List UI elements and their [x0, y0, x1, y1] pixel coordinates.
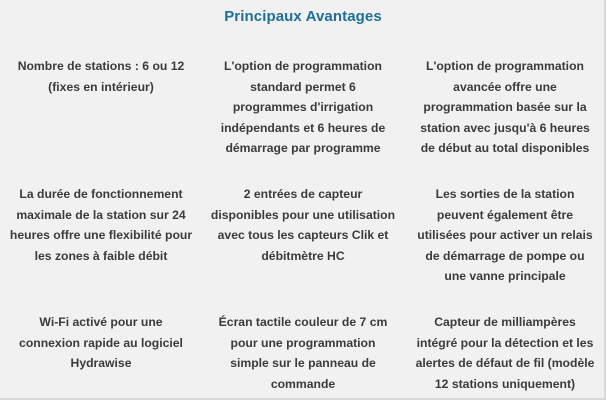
feature-line: débitmètre HC	[261, 248, 345, 263]
section-title: Principaux Avantages	[224, 8, 382, 25]
feature-line: démarrage par programme	[225, 141, 381, 155]
feature-line: intégré pour la détection et les	[416, 335, 594, 350]
feature-line: heures offre une flexibilité pour	[9, 228, 193, 242]
feature-line: pour une programmation	[230, 335, 376, 350]
feature-line: La durée de fonctionnement	[19, 187, 183, 201]
feature-item	[202, 184, 404, 312]
feature-line: commande	[270, 376, 336, 391]
feature-line: Wi-Fi activé pour une	[39, 315, 163, 329]
feature-line: simple sur le panneau de	[230, 356, 376, 370]
feature-line: Les sorties de la station	[435, 187, 575, 201]
feature-line: connexion rapide au logiciel	[19, 335, 183, 350]
feature-line: avancée offre une	[453, 79, 557, 94]
feature-line: 2 entrées de capteur	[243, 187, 363, 201]
feature-line: de début au total disponibles	[420, 141, 590, 155]
feature-item	[202, 312, 404, 400]
feature-item	[0, 184, 202, 312]
feature-line: indépendants et 6 heures de	[220, 120, 386, 135]
feature-line: L'option de programmation	[426, 59, 584, 73]
feature-line: utilisées pour activer un relais	[417, 228, 593, 242]
feature-line: programmes d'irrigation	[232, 100, 374, 114]
feature-line: maximale de la station sur 24	[16, 207, 186, 222]
feature-line: une vanne principale	[444, 269, 566, 283]
feature-line: alertes de défaut de fil (modèle	[415, 356, 595, 370]
feature-line: Nombre de stations : 6 ou 12	[17, 59, 185, 73]
feature-item	[404, 56, 606, 184]
feature-item	[404, 312, 606, 400]
feature-item	[0, 312, 202, 400]
feature-line: programmation basée sur la	[423, 100, 587, 114]
features-grid	[0, 56, 606, 400]
feature-item	[404, 184, 606, 312]
feature-line: disponibles pour une utilisation	[210, 207, 396, 222]
feature-line: peuvent également être	[436, 207, 574, 222]
feature-line: Écran tactile couleur de 7 cm	[218, 315, 388, 329]
feature-line: les zones à faible débit	[34, 248, 168, 263]
feature-line: L'option de programmation	[224, 59, 382, 73]
feature-line: de démarrage de pompe ou	[425, 248, 585, 263]
feature-item	[202, 56, 404, 184]
feature-line: standard permet 6	[250, 79, 356, 94]
feature-line: station avec jusqu'à 6 heures	[420, 120, 590, 135]
feature-line: Hydrawise	[70, 356, 132, 370]
feature-item	[0, 56, 202, 184]
feature-line: (fixes en intérieur)	[48, 79, 154, 94]
feature-line: 12 stations uniquement)	[434, 376, 576, 391]
feature-line: avec tous les capteurs Clik et	[217, 228, 389, 242]
feature-line: Capteur de milliampères	[434, 315, 576, 329]
